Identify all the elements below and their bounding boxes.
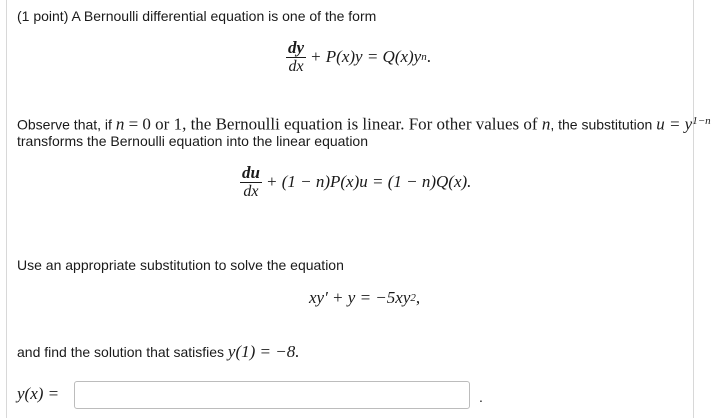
target-equation [309, 288, 420, 308]
du-dx-fraction [240, 163, 262, 201]
fraction-numerator: du [242, 163, 260, 182]
dy-dx-fraction [286, 38, 306, 76]
intro-text: (1 point) A Bernoulli differential equation is one of the form [17, 8, 377, 24]
obs-eq: = y [664, 114, 693, 134]
find-text [17, 343, 299, 361]
equation-rest: + P(x)y = Q(x)y [310, 47, 422, 66]
obs-text-2: = 0 or 1, the Bernoulli equation is linear. For other values of [124, 114, 542, 134]
equation-period: . [426, 47, 431, 66]
obs-u: u [656, 114, 665, 134]
linear-equation [240, 163, 471, 201]
fraction-numerator: dy [288, 38, 305, 57]
obs-exponent: 1−n [692, 115, 711, 127]
trailing-dot: . [479, 389, 483, 405]
equation-exponent: n [421, 51, 427, 63]
answer-input[interactable] [74, 381, 470, 409]
obs-n1: n [115, 114, 125, 134]
instruction-text: Use an appropriate substitution to solve the equation [17, 257, 344, 273]
obs-text-1: Observe that, if [17, 116, 116, 133]
transforms-text: transforms the Bernoulli equation into the linear equation [17, 133, 368, 149]
observation-text [17, 113, 711, 134]
target-exponent: 2 [410, 292, 416, 304]
fraction-denominator: dx [288, 58, 304, 75]
bernoulli-equation [286, 38, 431, 76]
answer-label: y(x) = [17, 384, 60, 403]
initial-condition: y(1) = −8. [227, 342, 300, 361]
obs-text-3: , the substitution [550, 116, 657, 133]
linear-equation-rest: + (1 − n)P(x)u = (1 − n)Q(x). [265, 172, 472, 191]
target-equation-comma: , [415, 288, 421, 307]
find-label: and find the solution that satisfies [17, 344, 228, 360]
fraction-denominator: dx [243, 183, 259, 200]
obs-n2: n [541, 114, 551, 134]
target-equation-lhs: xy′ + y = −5xy [309, 288, 411, 307]
